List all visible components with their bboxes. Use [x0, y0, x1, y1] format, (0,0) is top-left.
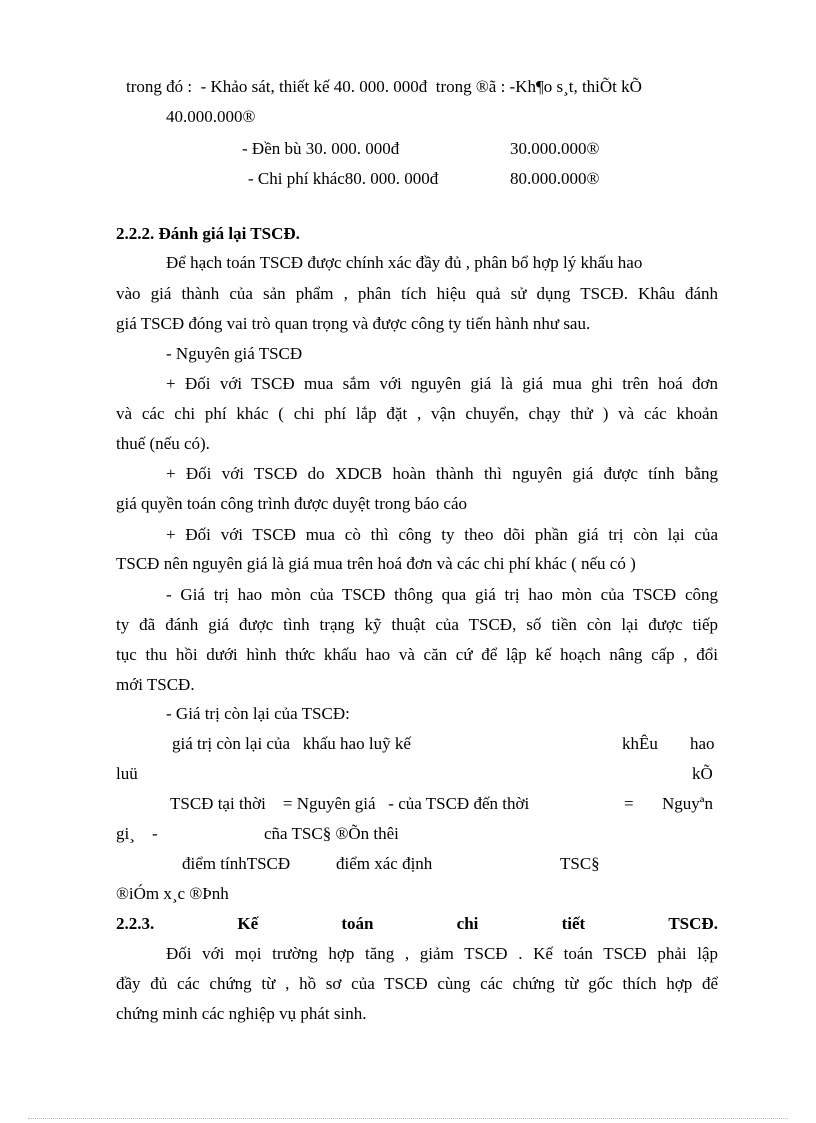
formula-text: kÕ [692, 764, 713, 783]
paragraph-line: + Đối với TSCĐ do XDCB hoàn thành thì nguyên giá được tính bằng [166, 464, 718, 483]
paragraph-line: ty đã đánh giá được tình trạng kỹ thuật của TSCĐ, số tiền còn lại được tiếp [116, 615, 718, 634]
formula-text: TSC§ [560, 854, 600, 873]
paragraph-line: + Đối với TSCĐ mua cò thì công ty theo dõi phần giá trị còn lại của [166, 525, 718, 544]
formula-text: điểm tínhTSCĐ [182, 854, 291, 873]
formula-text: luü [116, 764, 138, 783]
paragraph-line: - Giá trị hao mòn của TSCĐ thông qua giá trị hao mòn của TSCĐ công [166, 585, 718, 604]
formula-text: hao [690, 734, 715, 753]
section-heading: 2.2.2. Đánh giá lại TSCĐ. [116, 224, 300, 243]
text-line: 40.000.000® [166, 107, 256, 126]
paragraph-line: giá TSCĐ đóng vai trò quan trọng và được công ty tiến hành như sau. [116, 314, 591, 333]
formula-text: điểm xác định [336, 854, 433, 873]
page-footer-divider [28, 1118, 788, 1119]
paragraph-line: giá quyền toán công trình được duyệt trong báo cáo [116, 494, 468, 513]
formula-text: - [152, 824, 158, 843]
formula-text: cña TSC§ ®Õn thêi [264, 824, 399, 843]
paragraph-line: Để hạch toán TSCĐ được chính xác đầy đủ , phân bổ hợp lý khấu hao [166, 253, 643, 272]
paragraph-line: Đối với mọi trường hợp tăng , giảm TSCĐ . Kế toán TSCĐ phải lập [166, 944, 718, 963]
formula-line: TSCĐ tại thời = Nguyên giá - của TSCĐ đến thời [170, 794, 530, 813]
formula-text: = [624, 794, 634, 813]
formula-text: Nguyªn [662, 794, 713, 813]
paragraph-line: + Đối với TSCĐ mua sắm với nguyên giá là giá mua ghi trên hoá đơn [166, 374, 718, 393]
text-line: trong đó : - Khảo sát, thiết kế 40. 000. 000đ trong ®ã : -Kh¶o s¸t, thiÕt kÕ [126, 77, 642, 96]
formula-line: giá trị còn lại của khấu hao luỹ kế [172, 734, 411, 753]
text-line: - Đền bù 30. 000. 000đ [242, 139, 400, 158]
paragraph-line: - Nguyên giá TSCĐ [166, 344, 303, 363]
paragraph-line: và các chi phí khác ( chi phí lắp đặt , vận chuyển, chạy thử ) và các khoản [116, 404, 718, 423]
paragraph-line: thuế (nếu có). [116, 434, 210, 453]
paragraph-line: chứng minh các nghiệp vụ phát sinh. [116, 1004, 367, 1023]
paragraph-line: TSCĐ nên nguyên giá là giá mua trên hoá đơn và các chi phí khác ( nếu có ) [116, 554, 636, 573]
text-line: 80.000.000® [510, 169, 600, 188]
section-heading: 2.2.3. Kế toán chi tiết TSCĐ. [116, 914, 718, 933]
paragraph-line: mới TSCĐ. [116, 675, 195, 694]
paragraph-line: - Giá trị còn lại của TSCĐ: [166, 704, 350, 723]
formula-text: ®iÓm x¸c ®Þnh [116, 884, 229, 903]
paragraph-line: đầy đủ các chứng từ , hồ sơ của TSCĐ cùng các chứng từ gốc thích hợp để [116, 974, 718, 993]
formula-text: gi¸ [116, 824, 135, 843]
paragraph-line: vào giá thành của sản phẩm , phân tích hiệu quả sử dụng TSCĐ. Khâu đánh [116, 284, 718, 303]
text-line: 30.000.000® [510, 139, 600, 158]
text-line: - Chi phí khác80. 000. 000đ [248, 169, 439, 188]
paragraph-line: tục thu hồi dưới hình thức khấu hao và căn cứ để lập kế hoạch nâng cấp , đổi [116, 645, 718, 664]
formula-text: khÊu [622, 734, 658, 753]
